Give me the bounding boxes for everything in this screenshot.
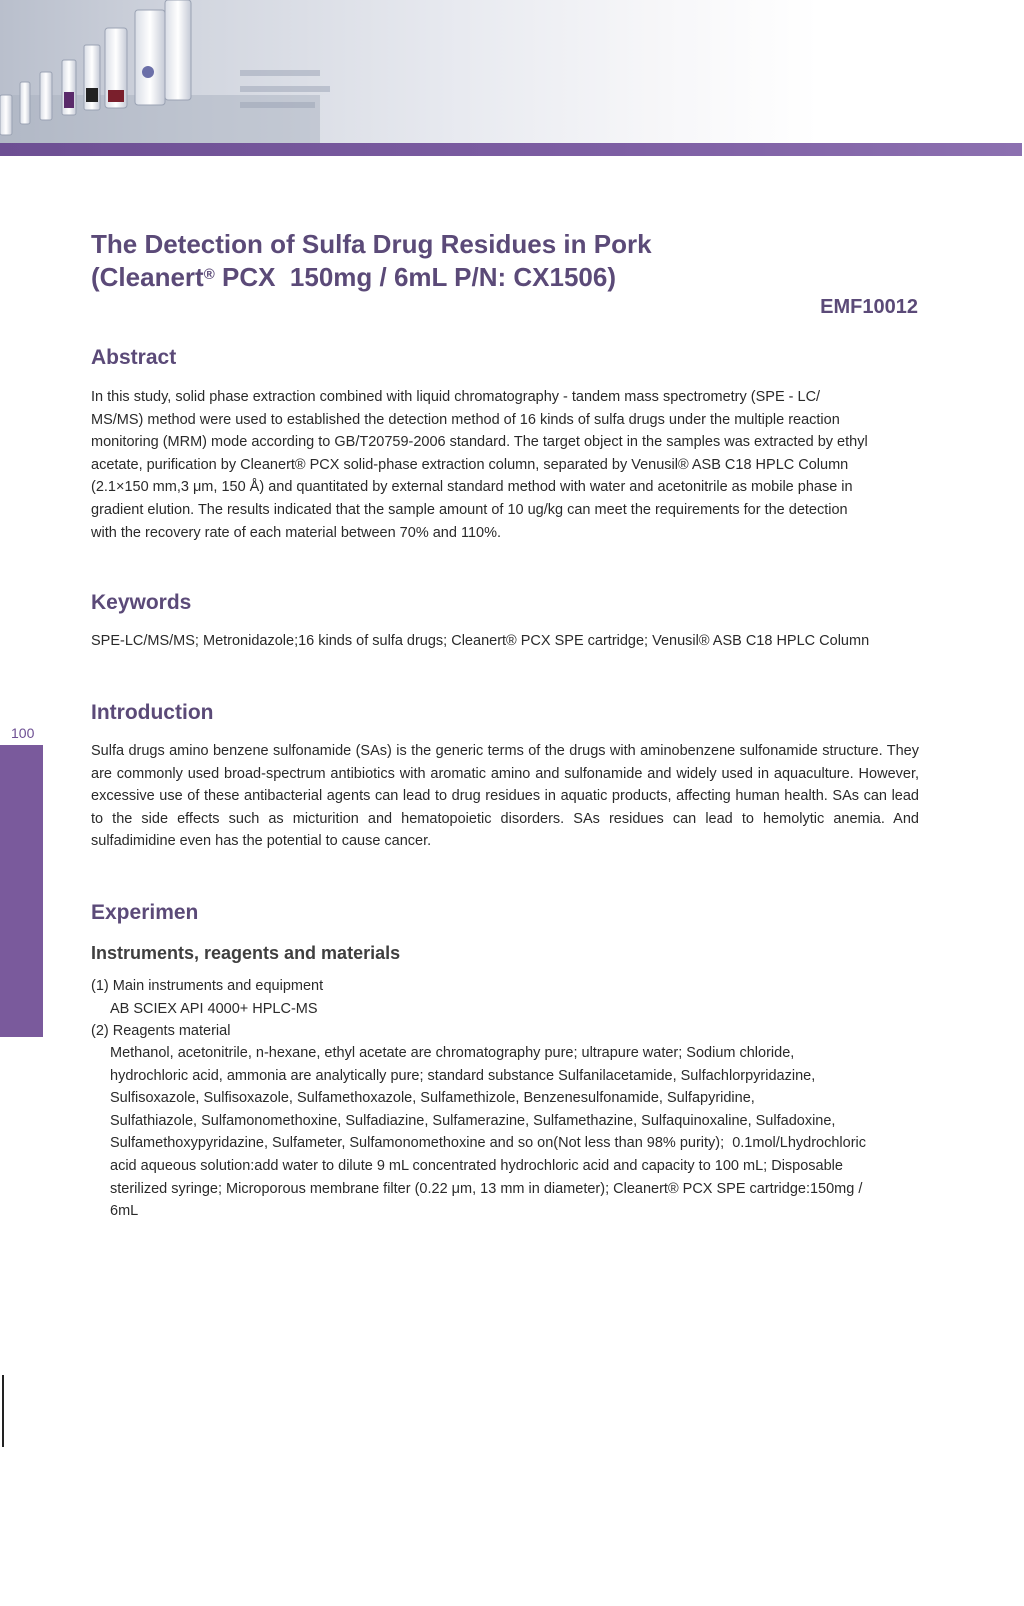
page-title bbox=[91, 228, 652, 294]
introduction-text: Sulfa drugs amino benzene sulfonamide (SAs) is the generic terms of the drugs with aminobenzene sulfonamide structure. They are commonly used broad-spectrum antibiotics with aromatic amino and sulfonamide and widely used in aquaculture. However, excessive use of these antibacterial agents can lead to drug residues in aquatic products, affecting human health. SAs can lead to the side effects such as micturition and hematopoietic disorders. SAs residues can lead to hemolytic anemia. And sulfadimidine even has the potential to cause cancer. bbox=[91, 743, 919, 850]
reagents-line: Sulfisoxazole, Sulfisoxazole, Sulfamethoxazole, Sulfamethizole, Benzenesulfonamide, Sulfapyridine, bbox=[110, 1090, 755, 1107]
page-edge-line bbox=[2, 1375, 4, 1447]
abstract-heading: Abstract bbox=[91, 346, 177, 369]
keywords-heading: Keywords bbox=[91, 591, 192, 614]
side-tab-label: Cleanert® SPE bbox=[12, 1504, 30, 1606]
title-line-1: The Detection of Sulfa Drug Residues in Pork bbox=[91, 229, 652, 259]
reagents-line: acid aqueous solution:add water to dilute 9 mL concentrated hydrochloric acid and capacity to 100 mL; Disposable bbox=[110, 1157, 843, 1174]
reagents-line: 6mL bbox=[110, 1203, 139, 1220]
abstract-line: In this study, solid phase extraction combined with liquid chromatography - tandem mass spectrometry (SPE - LC/ bbox=[91, 389, 821, 405]
introduction-heading: Introduction bbox=[91, 701, 214, 724]
instruments-subheading: Instruments, reagents and materials bbox=[91, 943, 401, 963]
header-banner bbox=[0, 0, 1024, 143]
abstract-line: acetate, purification by Cleanert® PCX solid-phase extraction column, separated by Venusil® ASB C18 HPLC Column bbox=[91, 456, 849, 473]
abstract-line: monitoring (MRM) mode according to GB/T20759-2006 standard. The target object in the samples was extracted by ethyl bbox=[91, 434, 868, 451]
title-line-2-part-1: (Cleanert bbox=[91, 262, 204, 292]
instruments-item-value: AB SCIEX API 4000+ HPLC-MS bbox=[110, 1001, 318, 1017]
reagents-line: hydrochloric acid, ammonia are analytically pure; standard substance Sulfanilacetamide, Sulfachlorpyridazine, bbox=[110, 1067, 816, 1084]
reagents-item-label: (2) Reagents material bbox=[91, 1023, 231, 1039]
abstract-line: MS/MS) method were used to established the detection method of 16 kinds of sulfa drugs under the multiple reaction bbox=[91, 411, 840, 428]
reagents-text bbox=[110, 1042, 866, 1223]
header-accent-bar bbox=[0, 143, 1022, 156]
reagents-line: sterilized syringe; Microporous membrane filter (0.22 μm, 13 mm in diameter); Cleanert® PCX SPE cartridge:150mg / bbox=[110, 1180, 863, 1197]
abstract-line: gradient elution. The results indicated that the sample amount of 10 ug/kg can meet the requirements for the detection bbox=[91, 501, 848, 518]
lab-cartridges-illustration bbox=[0, 0, 620, 143]
document-code: EMF10012 bbox=[820, 296, 918, 318]
page-number: 100 bbox=[11, 725, 35, 741]
keywords-text: SPE-LC/MS/MS; Metronidazole;16 kinds of sulfa drugs; Cleanert® PCX SPE cartridge; Venusil® ASB C18 HPLC Column bbox=[91, 633, 870, 649]
abstract-text bbox=[91, 386, 868, 544]
reagents-line: Sulfathiazole, Sulfamonomethoxine, Sulfadiazine, Sulfamerazine, Sulfamethazine, Sulfaquinoxaline, Sulfadoxine, bbox=[110, 1112, 836, 1129]
instruments-item-label: (1) Main instruments and equipment bbox=[91, 978, 324, 994]
title-registered-mark: ® bbox=[203, 266, 215, 283]
section-side-tab bbox=[0, 745, 43, 1606]
title-line-2-part-2: PCX 150mg / 6mL P/N: CX1506) bbox=[214, 262, 617, 292]
abstract-line: (2.1×150 mm,3 μm, 150 Å) and quantitated by external standard method with water and acetonitrile as mobile phase in bbox=[91, 479, 853, 496]
reagents-line: Sulfamethoxypyridazine, Sulfameter, Sulfamonomethoxine and so on(Not less than 98% purity); 0.1mol/Lhydrochloric bbox=[110, 1135, 867, 1152]
abstract-line: with the recovery rate of each material between 70% and 110%. bbox=[91, 524, 501, 541]
reagents-line: Methanol, acetonitrile, n-hexane, ethyl acetate are chromatography pure; ultrapure water; Sodium chloride, bbox=[110, 1045, 795, 1061]
experiment-heading: Experimen bbox=[91, 901, 199, 924]
